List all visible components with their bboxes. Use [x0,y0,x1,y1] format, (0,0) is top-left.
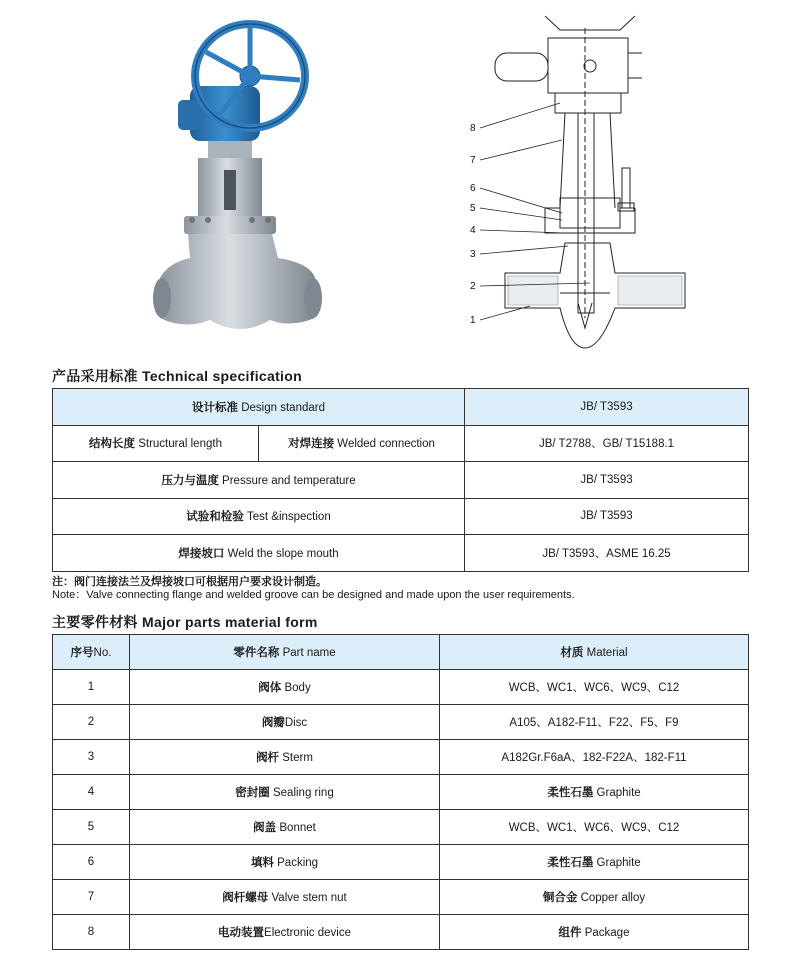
col-header-no: 序号No. [53,635,130,670]
table-row [53,915,749,950]
part-name: 密封圈 Sealing ring [130,775,440,810]
spec-row [53,389,749,426]
parts-header-row [53,635,749,670]
col-header-part-name: 零件名称 Part name [130,635,440,670]
callout-4: 4 [470,225,476,236]
spec-row [53,535,749,572]
part-no: 2 [53,705,130,740]
part-material: A182Gr.F6aA、182-F22A、182-F11 [440,740,749,775]
parts-section-title [52,612,318,632]
spec-sublabel: 对焊连接 Welded connection [259,425,465,462]
part-no: 3 [53,740,130,775]
spec-value: JB/ T3593 [465,462,749,499]
note-en: Note：Valve connecting flange and welded groove can be designed and made upon the user requirements. [52,589,575,601]
parts-table [52,634,749,950]
valve-photo [140,8,340,338]
spec-label: 设计标准 Design standard [53,389,465,426]
part-material: 柔性石墨 Graphite [440,775,749,810]
callout-8: 8 [470,123,476,134]
part-material: 铜合金 Copper alloy [440,880,749,915]
spec-label: 焊接坡口 Weld the slope mouth [53,535,465,572]
part-name: 阀杆螺母 Valve stem nut [130,880,440,915]
spec-label: 试验和检验 Test &inspection [53,498,465,535]
spec-value: JB/ T3593 [465,389,749,426]
callout-2: 2 [470,281,476,292]
spec-value: JB/ T2788、GB/ T15188.1 [465,425,749,462]
table-row [53,740,749,775]
part-no: 7 [53,880,130,915]
table-row [53,670,749,705]
callout-3: 3 [470,249,476,260]
note-zh: 注：阀门连接法兰及焊接坡口可根据用户要求设计制造。 [52,576,327,588]
valve-section-drawing [450,8,700,363]
part-name: 阀体 Body [130,670,440,705]
callout-7: 7 [470,155,476,166]
part-material: WCB、WC1、WC6、WC9、C12 [440,670,749,705]
part-no: 5 [53,810,130,845]
spec-label: 结构长度 Structural length [53,425,259,462]
part-name: 阀瓣Disc [130,705,440,740]
spec-value: JB/ T3593 [465,498,749,535]
part-name: 阀盖 Bonnet [130,810,440,845]
callout-1: 1 [470,315,476,326]
part-name: 电动装置Electronic device [130,915,440,950]
col-header-material: 材质 Material [440,635,749,670]
callout-6: 6 [470,183,476,194]
spec-row [53,498,749,535]
table-row [53,705,749,740]
spec-value: JB/ T3593、ASME 16.25 [465,535,749,572]
table-row [53,880,749,915]
spec-table [52,388,749,572]
part-no: 8 [53,915,130,950]
spec-label: 压力与温度 Pressure and temperature [53,462,465,499]
spec-title-en: Technical specification [142,368,302,384]
spec-section-title [52,366,302,386]
spec-row [53,425,749,462]
part-no: 4 [53,775,130,810]
part-material: 柔性石墨 Graphite [440,845,749,880]
part-no: 1 [53,670,130,705]
spec-title-zh: 产品采用标准 [52,368,138,384]
parts-title-zh: 主要零件材料 [52,614,138,630]
table-row [53,845,749,880]
part-name: 填料 Packing [130,845,440,880]
part-name: 阀杆 Sterm [130,740,440,775]
parts-title-en: Major parts material form [142,614,318,630]
part-material: WCB、WC1、WC6、WC9、C12 [440,810,749,845]
note [52,576,575,602]
part-material: 组件 Package [440,915,749,950]
table-row [53,810,749,845]
table-row [53,775,749,810]
part-no: 6 [53,845,130,880]
part-material: A105、A182-F11、F22、F5、F9 [440,705,749,740]
callout-5: 5 [470,203,476,214]
spec-row [53,462,749,499]
